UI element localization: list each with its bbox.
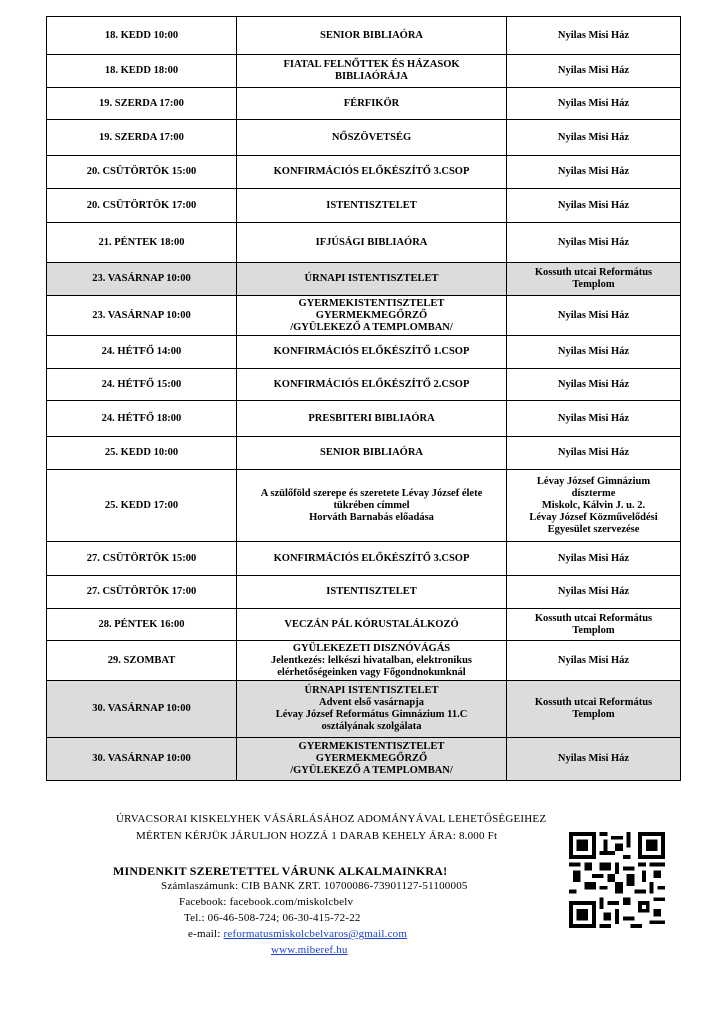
event-location xyxy=(507,437,681,470)
event-date: 23. VASÁRNAP 10:00 xyxy=(47,296,237,336)
event-title xyxy=(237,223,507,263)
event-title-line: Advent első vasárnapja xyxy=(318,697,424,708)
facebook-info: Facebook: facebook.com/miskolcbelv xyxy=(179,896,354,908)
schedule-row xyxy=(47,156,681,189)
schedule-row xyxy=(47,641,681,681)
event-location-line: Nyilas Misi Ház xyxy=(557,346,630,357)
event-title-line: Lévay József Református Gimnázium 11.C xyxy=(275,709,468,720)
event-date: 29. SZOMBAT xyxy=(47,641,237,681)
event-location xyxy=(507,296,681,336)
event-title-line: ÚRNAPI ISTENTISZTELET xyxy=(304,685,439,696)
qr-code-icon xyxy=(569,832,665,928)
event-location xyxy=(507,336,681,369)
event-title-line: VECZÁN PÁL KÓRUSTALÁLKOZÓ xyxy=(284,618,459,630)
event-title xyxy=(237,681,507,738)
event-title-line: ÚRNAPI ISTENTISZTELET xyxy=(304,273,439,284)
event-title xyxy=(237,88,507,120)
schedule-row xyxy=(47,55,681,88)
event-title-line: GYERMEKMEGŐRZŐ xyxy=(315,753,428,764)
schedule-row xyxy=(47,369,681,401)
event-location-line: Nyilas Misi Ház xyxy=(557,166,630,177)
event-title xyxy=(237,336,507,369)
event-title-line: FIATAL FELNŐTTEK ÉS HÁZASOK xyxy=(283,59,460,70)
event-location xyxy=(507,263,681,296)
event-location-line: Nyilas Misi Ház xyxy=(557,29,630,41)
event-location-line: Nyilas Misi Ház xyxy=(557,199,630,211)
event-location-line: Nyilas Misi Ház xyxy=(557,586,630,597)
schedule-row xyxy=(47,738,681,781)
event-title-line: NŐSZÖVETSÉG xyxy=(331,131,412,143)
event-location xyxy=(507,738,681,781)
event-date: 27. CSÜTÖRTÖK 17:00 xyxy=(47,576,237,609)
event-location xyxy=(507,470,681,542)
event-date: 23. VASÁRNAP 10:00 xyxy=(47,263,237,296)
event-location xyxy=(507,576,681,609)
welcome-text: MINDENKIT SZERETETTEL VÁRUNK ALKALMAINKRA! xyxy=(113,864,448,878)
event-title-line: GYERMEKISTENTISZTELET xyxy=(298,297,445,309)
event-title xyxy=(237,542,507,576)
website-info xyxy=(271,944,348,956)
event-title-line: osztályának szolgálata xyxy=(321,721,422,732)
event-date: 24. HÉTFŐ 15:00 xyxy=(47,369,237,401)
event-location-line: Lévay József Gimnázium xyxy=(536,475,651,487)
event-location xyxy=(507,120,681,156)
event-title xyxy=(237,156,507,189)
event-title-line: KONFIRMÁCIÓS ELŐKÉSZÍTŐ 2.CSOP xyxy=(273,378,470,390)
event-location-line: Nyilas Misi Ház xyxy=(557,753,630,764)
event-location-line: Kossuth utcai Református xyxy=(534,612,653,624)
event-date: 28. PÉNTEK 16:00 xyxy=(47,609,237,641)
event-title-line: Jelentkezés: lelkészi hivatalban, elektronikus xyxy=(270,654,473,666)
event-title xyxy=(237,263,507,296)
event-title-line: GYERMEKISTENTISZTELET xyxy=(298,741,445,752)
email-link[interactable]: reformatusmiskolcbelvaros@gmail.com xyxy=(223,928,408,940)
event-title-line: A szülőföld szerepe és szeretete Lévay József élete xyxy=(260,487,483,499)
event-location-line: Templom xyxy=(572,279,615,290)
event-title-line: elérhetőségeinken vagy Főgondnokunknál xyxy=(277,666,466,678)
chalice-notice-line2: MÉRTEN KÉRJÜK JÁRULJON HOZZÁ 1 DARAB KEHELY ÁRA: 8.000 Ft xyxy=(136,830,498,842)
event-location-line: Kossuth utcai Református xyxy=(534,697,653,708)
event-title xyxy=(237,738,507,781)
event-date: 24. HÉTFŐ 18:00 xyxy=(47,401,237,437)
event-location-line: Nyilas Misi Ház xyxy=(557,552,630,564)
event-date: 18. KEDD 18:00 xyxy=(47,55,237,88)
event-title xyxy=(237,369,507,401)
event-location-line: Nyilas Misi Ház xyxy=(557,131,630,143)
event-location xyxy=(507,223,681,263)
event-title xyxy=(237,296,507,336)
event-date: 25. KEDD 17:00 xyxy=(47,470,237,542)
schedule-row xyxy=(47,17,681,55)
schedule-row xyxy=(47,437,681,470)
schedule-row xyxy=(47,189,681,223)
event-title-line: BIBLIAÓRÁJA xyxy=(335,71,408,82)
event-location xyxy=(507,88,681,120)
event-location xyxy=(507,609,681,641)
event-location-line: Nyilas Misi Ház xyxy=(557,65,630,76)
event-title xyxy=(237,470,507,542)
event-location-line: Templom xyxy=(572,709,615,720)
event-location-line: Nyilas Misi Ház xyxy=(557,236,630,248)
event-location-line: Kossuth utcai Református xyxy=(534,267,653,278)
event-title-line: tükrében címmel xyxy=(333,499,410,511)
event-title-line: KONFIRMÁCIÓS ELŐKÉSZÍTŐ 3.CSOP xyxy=(273,166,470,177)
event-date: 24. HÉTFŐ 14:00 xyxy=(47,336,237,369)
event-date: 30. VASÁRNAP 10:00 xyxy=(47,681,237,738)
event-date: 27. CSÜTÖRTÖK 15:00 xyxy=(47,542,237,576)
event-title-line: /GYÜLEKEZŐ A TEMPLOMBAN/ xyxy=(290,765,453,776)
event-date: 18. KEDD 10:00 xyxy=(47,17,237,55)
event-location-line: Nyilas Misi Ház xyxy=(557,378,630,390)
phone-info: Tel.: 06-46-508-724; 06-30-415-72-22 xyxy=(184,912,361,924)
schedule-row xyxy=(47,542,681,576)
event-date: 19. SZERDA 17:00 xyxy=(47,120,237,156)
event-location-line: Nyilas Misi Ház xyxy=(557,447,630,458)
schedule-row xyxy=(47,296,681,336)
event-title xyxy=(237,17,507,55)
email-info xyxy=(188,928,407,940)
event-title-line: KONFIRMÁCIÓS ELŐKÉSZÍTŐ 3.CSOP xyxy=(273,552,470,564)
schedule-row xyxy=(47,576,681,609)
event-title xyxy=(237,437,507,470)
event-title-line: KONFIRMÁCIÓS ELŐKÉSZÍTŐ 1.CSOP xyxy=(273,346,470,357)
schedule-row xyxy=(47,609,681,641)
event-date: 21. PÉNTEK 18:00 xyxy=(47,223,237,263)
chalice-notice-line1: ÚRVACSORAI KISKELYHEK VÁSÁRLÁSÁHOZ ADOMÁNYÁVAL LEHETŐSÉGEIHEZ xyxy=(116,813,547,825)
event-location-line: díszterme xyxy=(571,487,616,499)
event-location-line: Nyilas Misi Ház xyxy=(557,97,630,109)
schedule-row xyxy=(47,401,681,437)
schedule-table xyxy=(46,16,681,781)
event-title-line: SENIOR BIBLIAÓRA xyxy=(320,29,423,41)
event-title xyxy=(237,120,507,156)
website-link[interactable]: www.miberef.hu xyxy=(271,944,348,956)
event-title-line: PRESBITERI BIBLIAÓRA xyxy=(308,412,435,424)
schedule-row xyxy=(47,681,681,738)
event-title-line: GYÜLEKEZETI DISZNÓVÁGÁS xyxy=(292,642,451,654)
event-date: 30. VASÁRNAP 10:00 xyxy=(47,738,237,781)
event-location-line: Lévay József Közművelődési xyxy=(529,511,658,523)
event-location-line: Nyilas Misi Ház xyxy=(557,309,630,321)
event-title xyxy=(237,609,507,641)
event-title-line: ISTENTISZTELET xyxy=(326,586,417,597)
bank-account: Számlaszámunk: CIB BANK ZRT. 10700086-73901127-51100005 xyxy=(161,880,468,892)
schedule-row xyxy=(47,470,681,542)
event-title-line: ISTENTISZTELET xyxy=(326,199,417,211)
event-date: 20. CSÜTÖRTÖK 15:00 xyxy=(47,156,237,189)
event-title-line: /GYÜLEKEZŐ A TEMPLOMBAN/ xyxy=(290,321,453,333)
event-location xyxy=(507,641,681,681)
event-title xyxy=(237,401,507,437)
event-title-line: FÉRFIKÖR xyxy=(343,97,400,109)
event-title-line: SENIOR BIBLIAÓRA xyxy=(320,447,423,458)
event-title xyxy=(237,55,507,88)
event-location-line: Nyilas Misi Ház xyxy=(557,412,630,424)
event-location xyxy=(507,369,681,401)
event-title xyxy=(237,641,507,681)
event-location xyxy=(507,17,681,55)
event-location xyxy=(507,189,681,223)
email-label: e-mail: xyxy=(188,928,224,940)
event-location xyxy=(507,156,681,189)
event-location-line: Templom xyxy=(572,624,615,636)
event-location-line: Miskolc, Kálvin J. u. 2. xyxy=(541,499,646,511)
event-title-line: IFJÚSÁGI BIBLIAÓRA xyxy=(315,236,428,248)
event-title-line: Horváth Barnabás előadása xyxy=(309,511,434,523)
schedule-row xyxy=(47,263,681,296)
event-date: 20. CSÜTÖRTÖK 17:00 xyxy=(47,189,237,223)
event-location xyxy=(507,681,681,738)
schedule-row xyxy=(47,223,681,263)
event-date: 19. SZERDA 17:00 xyxy=(47,88,237,120)
event-location xyxy=(507,55,681,88)
event-location xyxy=(507,401,681,437)
schedule-row xyxy=(47,120,681,156)
schedule-row xyxy=(47,88,681,120)
event-location-line: Nyilas Misi Ház xyxy=(557,654,630,666)
event-location-line: Egyesület szervezése xyxy=(547,523,640,535)
schedule-row xyxy=(47,336,681,369)
event-date: 25. KEDD 10:00 xyxy=(47,437,237,470)
event-title xyxy=(237,576,507,609)
event-title xyxy=(237,189,507,223)
schedule-body xyxy=(47,17,681,781)
event-location xyxy=(507,542,681,576)
event-title-line: GYERMEKMEGŐRZŐ xyxy=(315,309,428,321)
